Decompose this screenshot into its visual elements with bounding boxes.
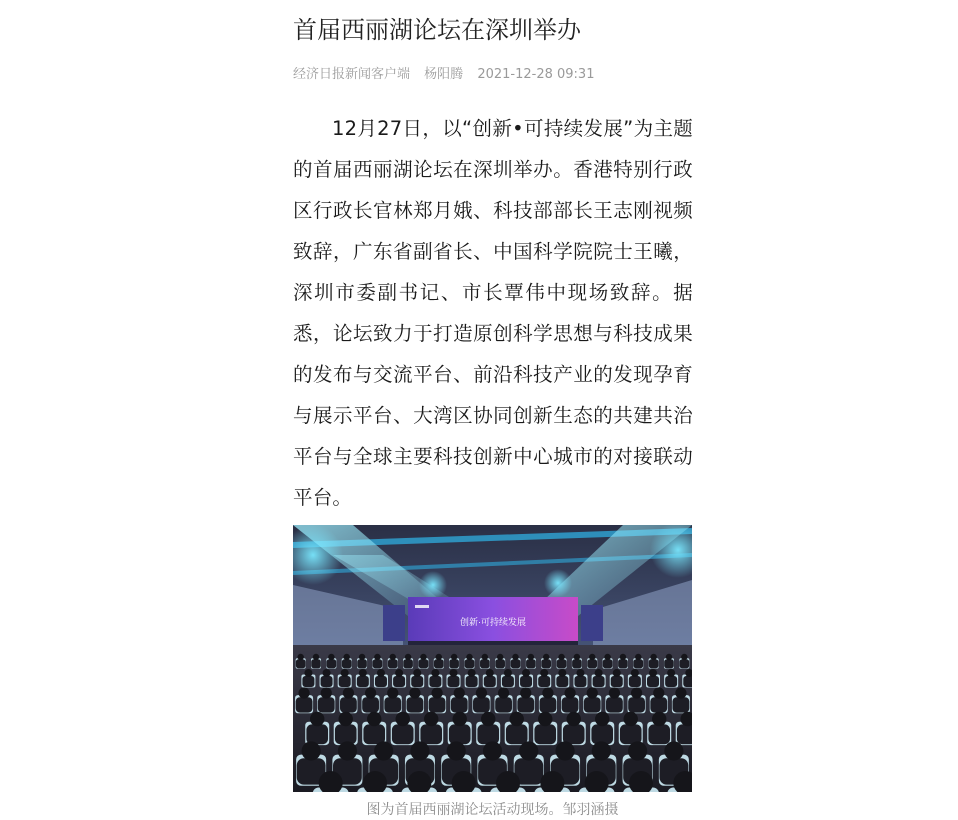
article-source[interactable]: 经济日报新闻客户端 — [293, 67, 411, 82]
forum-venue-photo — [293, 525, 692, 792]
article-author: 杨阳腾 — [424, 67, 464, 82]
photo-caption: 图为首届西丽湖论坛活动现场。邹羽涵摄 — [366, 802, 619, 818]
article-title: 首届西丽湖论坛在深圳举办 — [293, 16, 581, 44]
article-datetime: 2021-12-28 09:31 — [477, 67, 595, 82]
article-paragraph: 12月27日，以“创新•可持续发展”为主题的首届西丽湖论坛在深圳举办。香港特别行政区行政长官林郑月娥、科技部部长王志刚视频致辞，广东省副省长、中国科学院院士王曦，深圳市委副书记、市长覃伟中现场致辞。据悉，论坛致力于打造原创科学思想与科技成果的发布与交流平台、前沿科技产业的发现孕育与展示平台、大湾区协同创新生态的共建共治平台与全球主要科技创新中心城市的对接联动平台。 — [293, 117, 693, 509]
screen-theme-text: 创新·可持续发展 — [460, 617, 526, 627]
article — [293, 0, 693, 820]
article-meta — [293, 66, 693, 84]
